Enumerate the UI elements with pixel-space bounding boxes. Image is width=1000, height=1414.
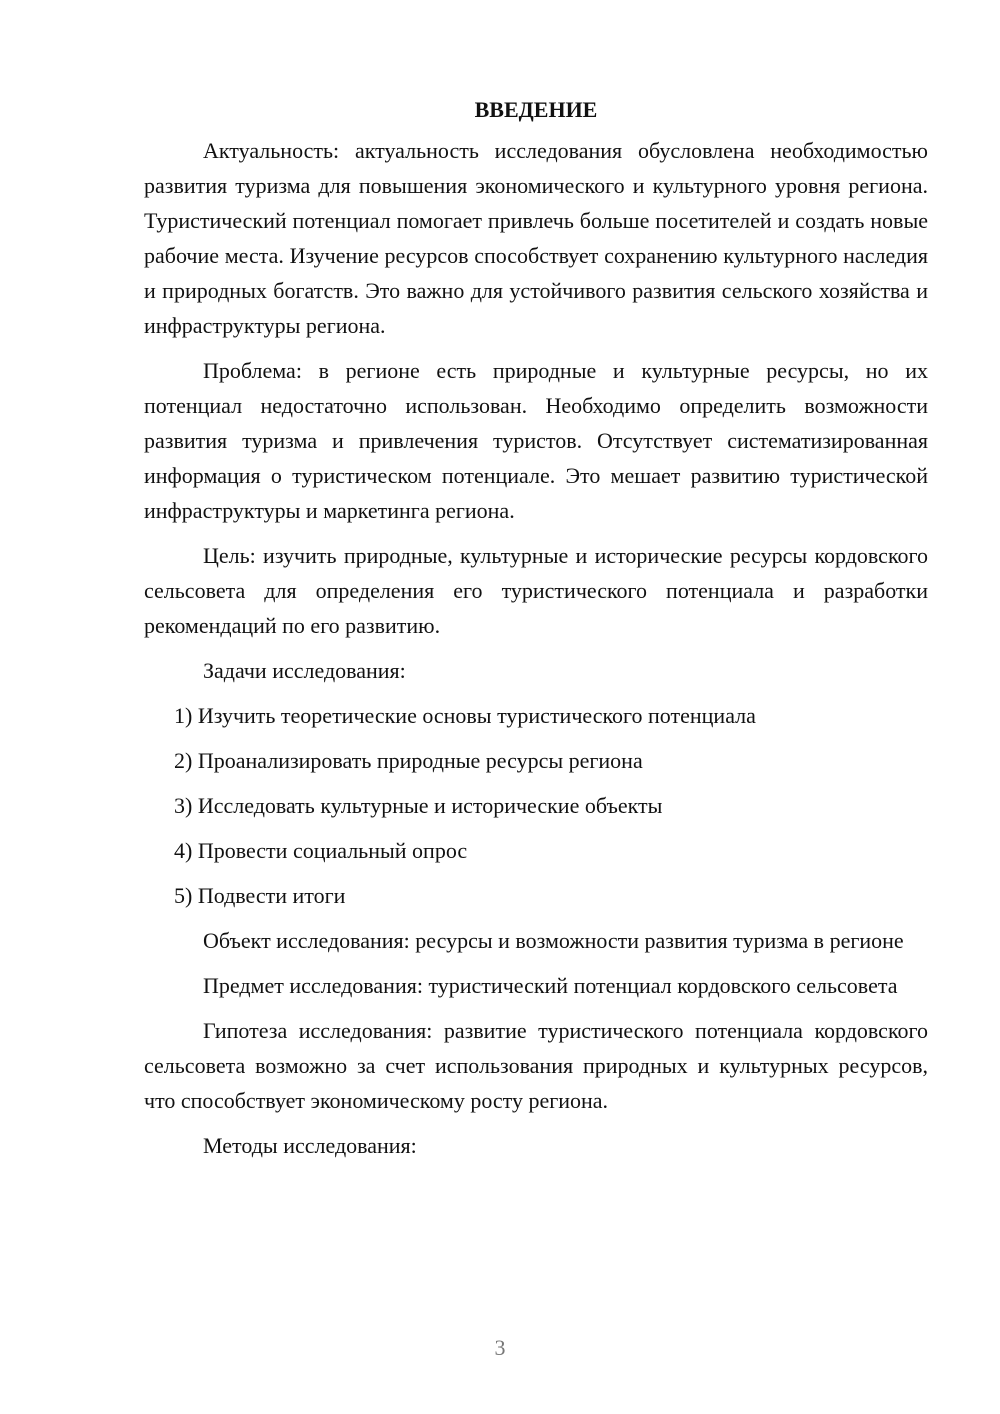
task-item-5: 5) Подвести итоги (174, 883, 346, 908)
paragraph-hypothesis: Гипотеза исследования: развитие туристического потенциала кордовского сельсовета возможно за счет использования природных и культурных ресурсов, что способствует экономическому росту региона. (144, 1018, 928, 1113)
task-item-1: 1) Изучить теоретические основы туристического потенциала (174, 703, 756, 728)
paragraph-relevance: Актуальность: актуальность исследования обусловлена необходимостью развития туризма для повышения экономического и культурного уровня региона. Туристический потенциал помогает привлечь больше посетителей и создать новые рабочие места. Изучение ресурсов способствует сохранению культурного наследия и природных богатств. Это важно для устойчивого развития сельского хозяйства и инфраструктуры региона. (144, 138, 928, 338)
paragraph-object: Объект исследования: ресурсы и возможности развития туризма в регионе (203, 928, 904, 953)
methods-heading: Методы исследования: (203, 1133, 417, 1158)
tasks-heading: Задачи исследования: (203, 658, 406, 683)
page-content (144, 92, 928, 1163)
task-item-2: 2) Проанализировать природные ресурсы региона (174, 748, 643, 773)
paragraph-subject: Предмет исследования: туристический потенциал кордовского сельсовета (203, 973, 898, 998)
paragraph-goal: Цель: изучить природные, культурные и исторические ресурсы кордовского сельсовета для определения его туристического потенциала и разработки рекомендаций по его развитию. (144, 543, 928, 638)
page-title: ВВЕДЕНИЕ (474, 97, 598, 122)
task-item-4: 4) Провести социальный опрос (174, 838, 468, 863)
task-item-3: 3) Исследовать культурные и исторические объекты (174, 793, 663, 818)
page-number: 3 (494, 1335, 506, 1360)
paragraph-problem: Проблема: в регионе есть природные и культурные ресурсы, но их потенциал недостаточно использован. Необходимо определить возможности развития туризма и привлечения туристов. Отсутствует систематизированная информация о туристическом потенциале. Это мешает развитию туристической инфраструктуры и маркетинга региона. (144, 358, 928, 523)
